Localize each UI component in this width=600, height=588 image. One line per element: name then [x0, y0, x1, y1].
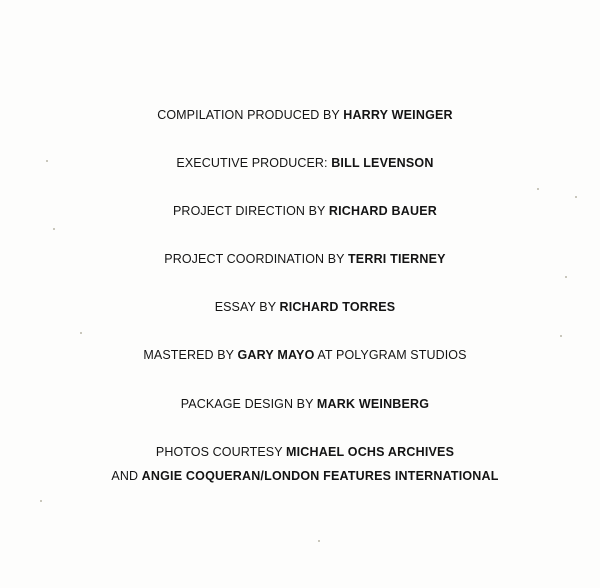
- paper-speck: [565, 276, 567, 278]
- paper-speck: [318, 540, 320, 542]
- paper-speck: [53, 228, 55, 230]
- credit-line-photos: [0, 444, 600, 460]
- credit-line-project-coordination: [0, 251, 600, 267]
- credit-role: AND: [111, 469, 142, 483]
- paper-speck: [537, 188, 539, 190]
- paper-speck: [560, 335, 562, 337]
- credit-name: TERRI TIERNEY: [347, 252, 446, 266]
- credit-line-package-design: [0, 396, 600, 412]
- paper-speck: [575, 196, 577, 198]
- credit-line-project-direction: [0, 203, 600, 219]
- credit-line-essay: [0, 299, 600, 315]
- credit-name: HARRY WEINGER: [343, 108, 453, 122]
- credit-name: MARK WEINBERG: [316, 397, 430, 411]
- credit-role: ESSAY BY: [214, 300, 280, 314]
- credit-name: MICHAEL OCHS ARCHIVES: [286, 445, 455, 459]
- credit-name: BILL LEVENSON: [331, 156, 434, 170]
- credit-role: PHOTOS COURTESY: [155, 445, 286, 459]
- credit-line-photos-continued: [0, 468, 600, 484]
- credit-name: ANGIE COQUERAN/LONDON FEATURES INTERNATIONAL: [141, 469, 499, 483]
- credit-name: RICHARD BAUER: [328, 204, 437, 218]
- credit-role: COMPILATION PRODUCED BY: [157, 108, 344, 122]
- credit-role: EXECUTIVE PRODUCER:: [176, 156, 332, 170]
- credit-line-executive-producer: [0, 155, 600, 171]
- paper-speck: [46, 160, 48, 162]
- credit-line-mastered: [0, 347, 600, 363]
- credit-name: GARY MAYO: [237, 348, 315, 362]
- paper-speck: [80, 332, 82, 334]
- credit-name: RICHARD TORRES: [279, 300, 396, 314]
- paper-speck: [40, 500, 42, 502]
- credit-role: PROJECT DIRECTION BY: [173, 204, 329, 218]
- credit-role: PACKAGE DESIGN BY: [180, 397, 317, 411]
- credit-line-compilation: [0, 107, 600, 123]
- credit-role: MASTERED BY: [143, 348, 238, 362]
- credit-suffix: AT POLYGRAM STUDIOS: [314, 348, 467, 362]
- credit-role: PROJECT COORDINATION BY: [164, 252, 348, 266]
